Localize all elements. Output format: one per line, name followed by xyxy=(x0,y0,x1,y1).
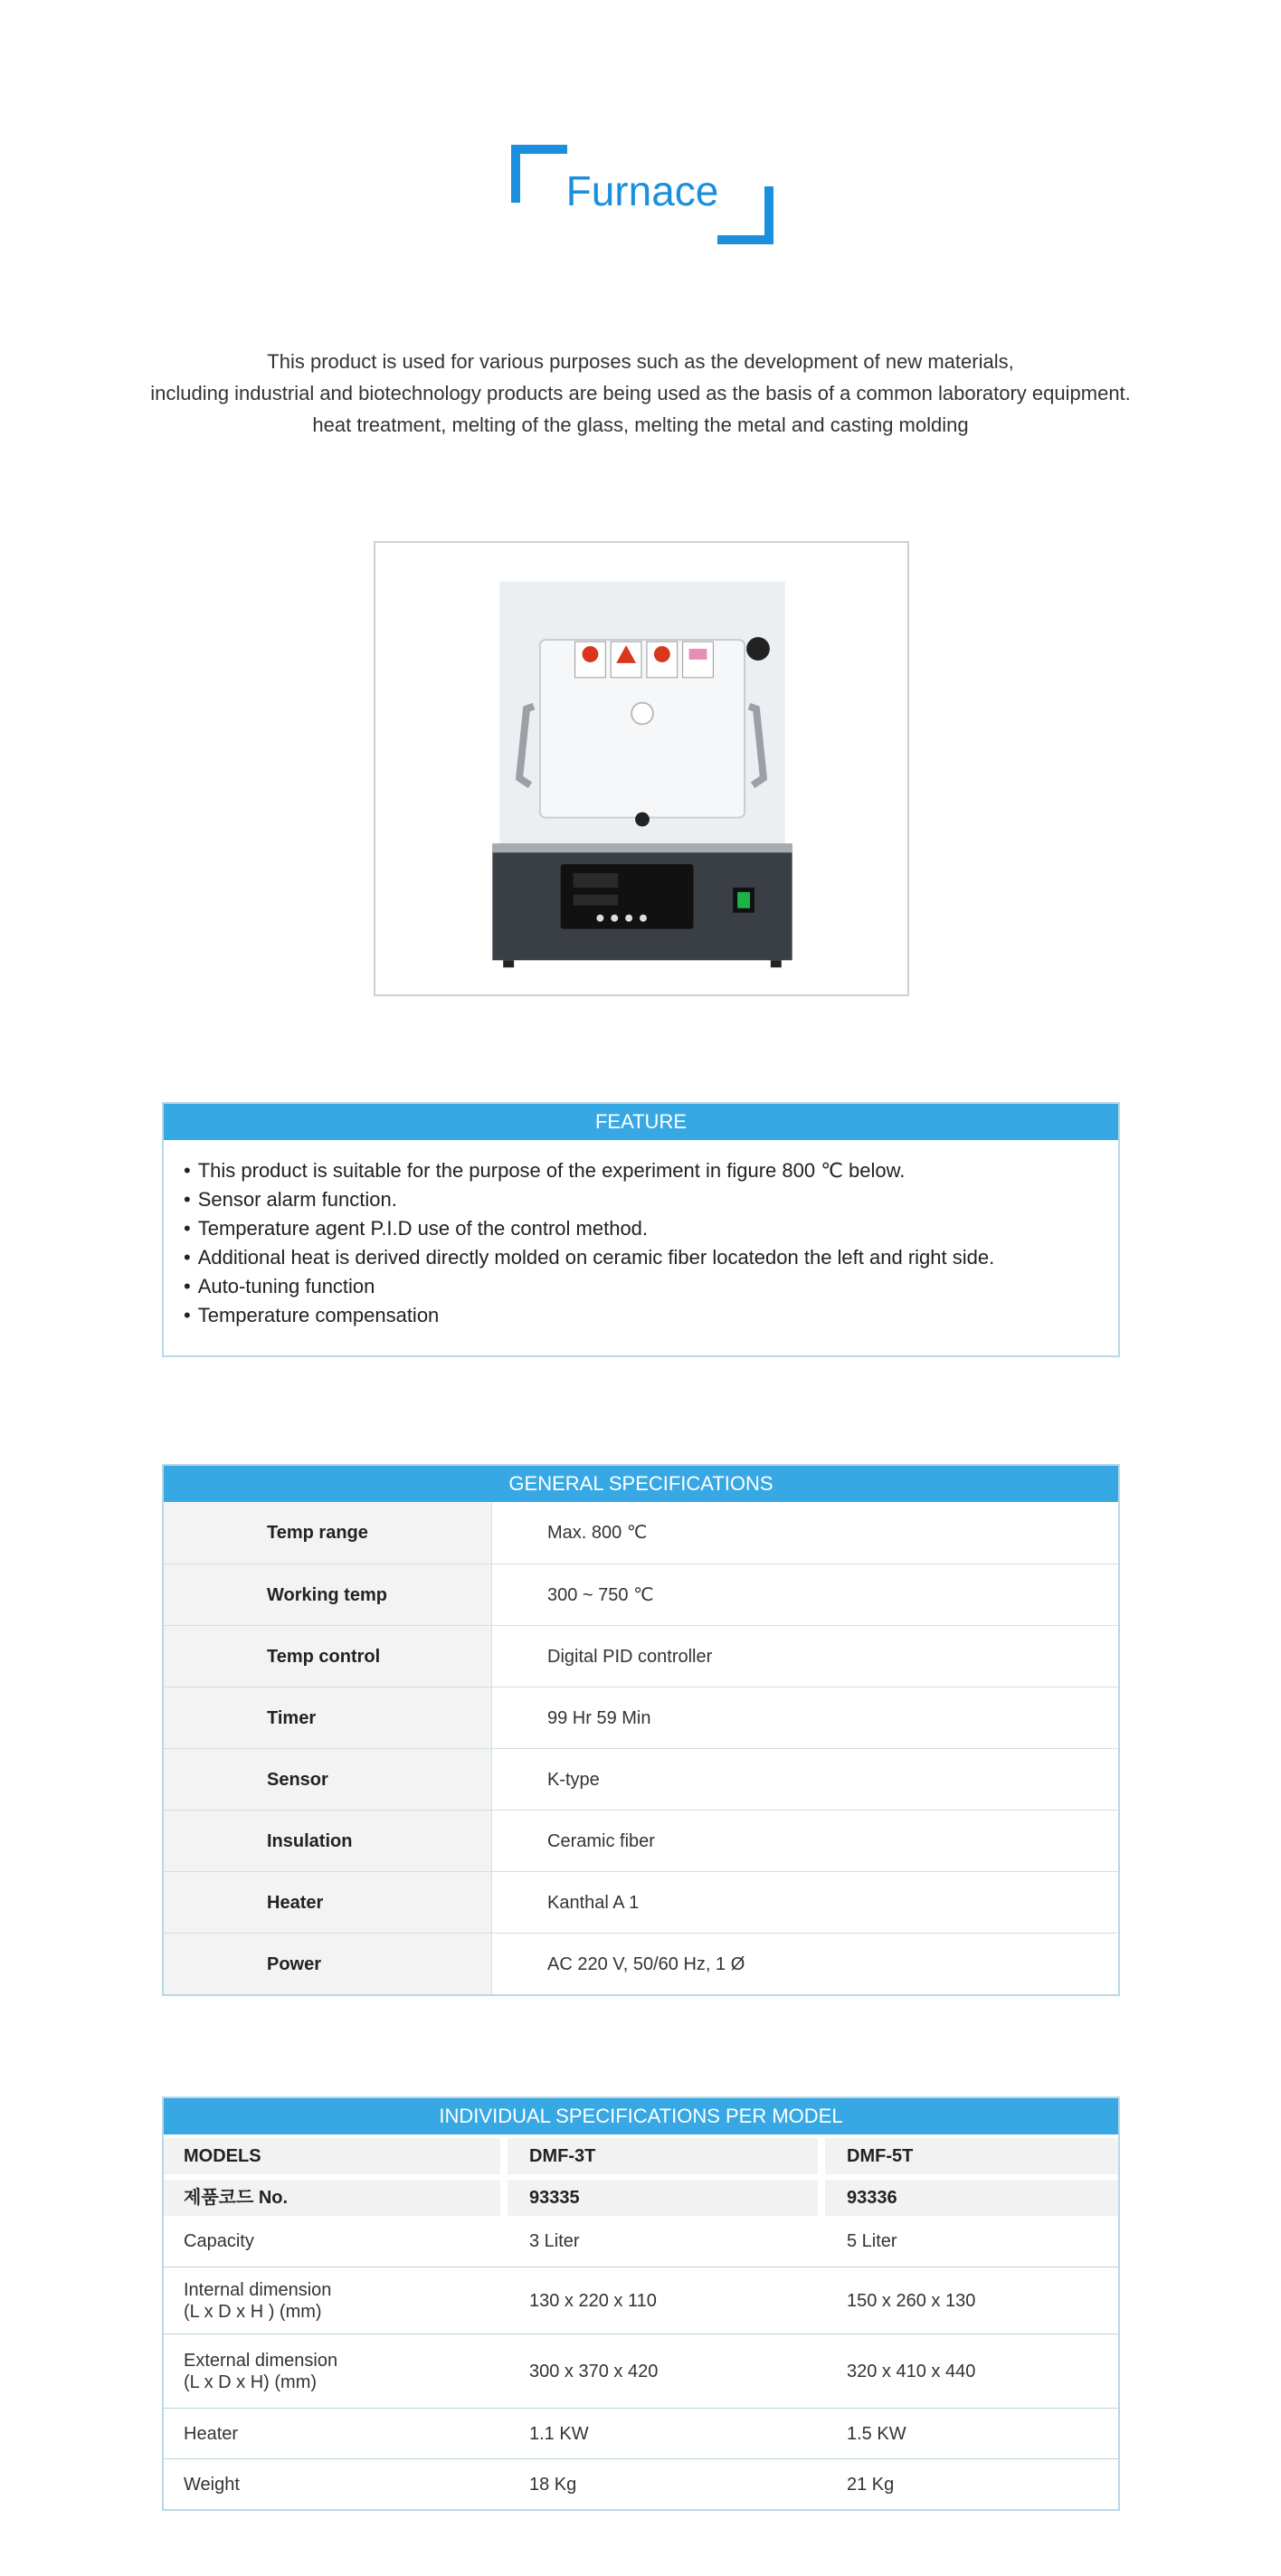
general-specs-heading: GENERAL SPECIFICATIONS xyxy=(164,1466,1118,1502)
row-label-line: (L x D x H ) (mm) xyxy=(184,2301,322,2322)
row-label xyxy=(164,2267,500,2334)
spec-value: K-type xyxy=(547,1770,600,1790)
feature-item: • Temperature agent P.I.D use of the control method. xyxy=(184,1214,1118,1243)
model-header-row xyxy=(164,2138,1118,2174)
row-value: 150 x 260 x 130 xyxy=(847,2290,976,2311)
spec-label: Working temp xyxy=(164,1564,492,1625)
spec-value: 99 Hr 59 Min xyxy=(547,1708,651,1728)
spec-value: AC 220 V, 50/60 Hz, 1 Ø xyxy=(547,1954,745,1974)
spec-value: Digital PID controller xyxy=(547,1647,713,1667)
product-code-row xyxy=(164,2180,1118,2216)
spec-label: Timer xyxy=(164,1687,492,1748)
row-label-line: Internal dimension xyxy=(184,2279,332,2300)
spec-value: 300 ~ 750 ℃ xyxy=(547,1585,654,1605)
spec-row xyxy=(164,1502,1118,1564)
row-label: Weight xyxy=(184,2474,240,2495)
row-label-line: (L x D x H) (mm) xyxy=(184,2372,318,2392)
model-specs-table xyxy=(164,2138,1118,2509)
product-image-frame xyxy=(374,541,909,996)
model-specs-heading: INDIVIDUAL SPECIFICATIONS PER MODEL xyxy=(164,2098,1118,2134)
general-specs-table xyxy=(164,1502,1118,1994)
spec-value: Max. 800 ℃ xyxy=(547,1523,648,1543)
product-code: 93336 xyxy=(825,2180,1118,2216)
spec-row xyxy=(164,1748,1118,1810)
feature-list xyxy=(164,1140,1118,1330)
row-label: Capacity xyxy=(184,2231,254,2251)
row-value: 3 Liter xyxy=(529,2231,580,2251)
models-label: MODELS xyxy=(164,2138,500,2174)
model-name: DMF-3T xyxy=(508,2138,818,2174)
feature-item: • Additional heat is derived directly molded on ceramic fiber locatedon the left and right side. xyxy=(184,1243,1118,1272)
general-specs-section xyxy=(162,1464,1120,1996)
spec-label: Heater xyxy=(164,1872,492,1933)
spec-row xyxy=(164,1625,1118,1687)
row-value: 18 Kg xyxy=(529,2474,577,2495)
intro-line: This product is used for various purposes such as the development of new materials, xyxy=(267,350,1014,373)
spec-label: Temp range xyxy=(164,1502,492,1564)
spec-label: Insulation xyxy=(164,1811,492,1871)
row-value: 320 x 410 x 440 xyxy=(847,2361,976,2381)
feature-item: • This product is suitable for the purpose of the experiment in figure 800 ℃ below. xyxy=(184,1156,1118,1185)
spec-row xyxy=(164,1687,1118,1748)
row-value: 21 Kg xyxy=(847,2474,895,2495)
row-label: Heater xyxy=(184,2423,239,2444)
intro-line: including industrial and biotechnology products are being used as the basis of a common laboratory equipment. xyxy=(150,382,1131,404)
spec-value: Kanthal A 1 xyxy=(547,1893,640,1913)
spec-label: Temp control xyxy=(164,1626,492,1687)
model-name: DMF-5T xyxy=(825,2138,1118,2174)
row-value: 5 Liter xyxy=(847,2231,897,2251)
feature-item: • Temperature compensation xyxy=(184,1301,1118,1330)
page-title: Furnace xyxy=(565,167,719,214)
intro-text xyxy=(90,346,1191,441)
model-specs-section xyxy=(162,2096,1120,2511)
spec-row xyxy=(164,1564,1118,1625)
row-value: 300 x 370 x 420 xyxy=(529,2361,659,2381)
spec-value: Ceramic fiber xyxy=(547,1831,655,1851)
feature-item: • Sensor alarm function. xyxy=(184,1185,1118,1214)
table-row xyxy=(164,2216,1118,2267)
spec-label: Power xyxy=(164,1934,492,1994)
row-label xyxy=(164,2334,500,2408)
furnace-illustration xyxy=(375,543,907,994)
spec-label: Sensor xyxy=(164,1749,492,1810)
table-row xyxy=(164,2458,1118,2509)
feature-item: • Auto-tuning function xyxy=(184,1272,1118,1301)
spec-row xyxy=(164,1871,1118,1933)
page-title-block xyxy=(511,145,773,244)
product-code-label: 제품코드 No. xyxy=(164,2180,500,2216)
row-label-line: External dimension xyxy=(184,2350,338,2371)
spec-row xyxy=(164,1810,1118,1871)
feature-section xyxy=(162,1102,1120,1357)
feature-heading: FEATURE xyxy=(164,1104,1118,1140)
intro-line: heat treatment, melting of the glass, melting the metal and casting molding xyxy=(312,413,969,436)
row-value: 1.5 KW xyxy=(847,2423,906,2444)
product-code: 93335 xyxy=(508,2180,818,2216)
spec-row xyxy=(164,1933,1118,1994)
row-value: 1.1 KW xyxy=(529,2423,589,2444)
table-row xyxy=(164,2267,1118,2334)
table-row xyxy=(164,2408,1118,2458)
row-value: 130 x 220 x 110 xyxy=(529,2290,657,2311)
table-row xyxy=(164,2334,1118,2408)
